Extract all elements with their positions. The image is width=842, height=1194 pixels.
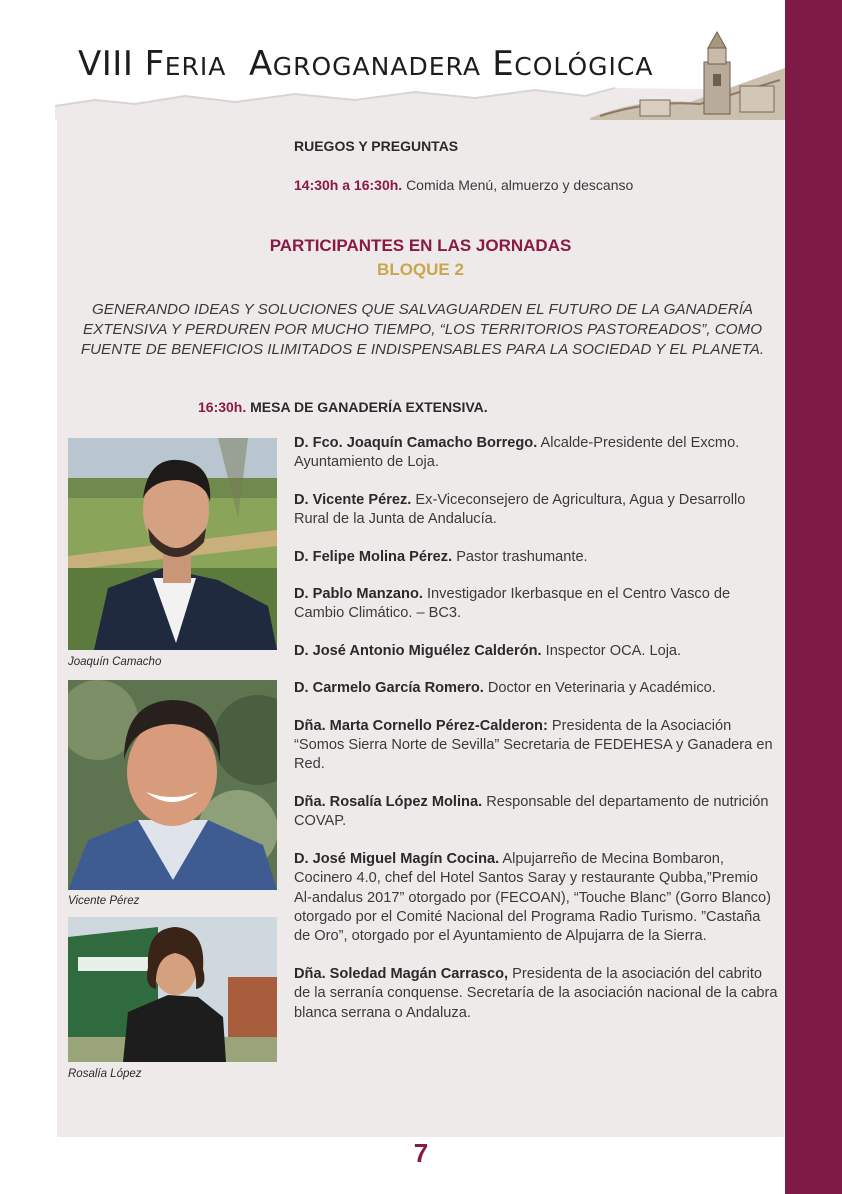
- block-label: BLOQUE 2: [377, 260, 464, 279]
- section-subtitle: GENERANDO IDEAS Y SOLUCIONES QUE SALVAGUARDEN EL FUTURO DE LA GANADERÍA EXTENSIVA Y PERDUREN POR MUCHO TIEMPO, “LOS TERRITORIOS PASTOREADOS”, COMO FUENTE DE BENEFICIOS ILIMITADOS E INDISPENSABLES PARA LA SOCIEDAD Y EL PLANETA.: [80, 301, 765, 358]
- ruegos-heading: RUEGOS Y PREGUNTAS: [294, 138, 459, 154]
- mesa-time: 16:30h.: [198, 399, 247, 415]
- photo-vicente-perez: [68, 680, 277, 890]
- caption-vicente-perez: Vicente Pérez: [68, 895, 140, 907]
- list-item: D. Pablo Manzano. Investigador Ikerbasque en el Centro Vasco de Cambio Climático. – BC3.: [294, 586, 731, 622]
- page-header: [0, 0, 785, 120]
- lunch-line: [294, 177, 633, 193]
- caption-rosalia-lopez: Rosalía López: [68, 1068, 142, 1080]
- mesa-line: [198, 399, 488, 415]
- participants-title: PARTICIPANTES EN LAS JORNADAS: [269, 236, 572, 255]
- list-item: Dña. Soledad Magán Carrasco, Presidenta de la asociación del cabrito de la serranía conquense. Secretaría de la asociación nacional de la cabra blanca serrana o Andaluza.: [294, 965, 778, 1021]
- page-number: 7: [413, 1138, 429, 1168]
- lunch-time: 14:30h a 16:30h.: [294, 177, 403, 193]
- photo-joaquin-camacho: [68, 438, 277, 650]
- list-item: D. Fco. Joaquín Camacho Borrego. Alcalde-Presidente del Excmo. Ayuntamiento de Loja.: [294, 435, 740, 471]
- list-item: Dña. Marta Cornello Pérez-Calderon: Presidenta de la Asociación “Somos Sierra Norte de Sevilla” Secretaria de FEDEHESA y Ganadera en Red.: [294, 717, 773, 773]
- list-item: D. José Miguel Magín Cocina. Alpujarreño de Mecina Bombaron, Cocinero 4.0, chef del Hotel Santos Saray y restaurante Qubba,”Premio Al-andalus 2017” otorgado por (FECOAN), “Touche Blanc” (Gorro Blanco) otorgado por el Comité Nacional del Programa Radio Turismo. ”Castaña de Oro”, otorgado por el Ayuntamiento de Alpujarra de la Sierra.: [294, 850, 771, 945]
- lunch-text: Comida Menú, almuerzo y descanso: [406, 177, 634, 193]
- participants-list: [294, 434, 779, 1041]
- list-item: D. Vicente Pérez. Ex-Viceconsejero de Agricultura, Agua y Desarrollo Rural de la Junta de Andalucía.: [294, 491, 746, 528]
- town-tower-illustration: [580, 28, 785, 120]
- side-color-band: [785, 0, 842, 1194]
- list-item: D. Carmelo García Romero. Doctor en Veterinaria y Académico.: [294, 680, 716, 697]
- caption-joaquin-camacho: Joaquín Camacho: [68, 656, 162, 668]
- list-item: Dña. Rosalía López Molina. Responsable del departamento de nutrición COVAP.: [294, 793, 769, 830]
- list-item: D. Felipe Molina Pérez. Pastor trashumante.: [294, 548, 588, 565]
- list-item: D. José Antonio Miguélez Calderón. Inspector OCA. Loja.: [294, 642, 682, 659]
- photo-rosalia-lopez: [68, 917, 277, 1062]
- page-title: VIII FERIA AGROGANADERA ECOLÓGICA: [78, 44, 654, 84]
- mesa-title: MESA DE GANADERÍA EXTENSIVA.: [250, 399, 488, 415]
